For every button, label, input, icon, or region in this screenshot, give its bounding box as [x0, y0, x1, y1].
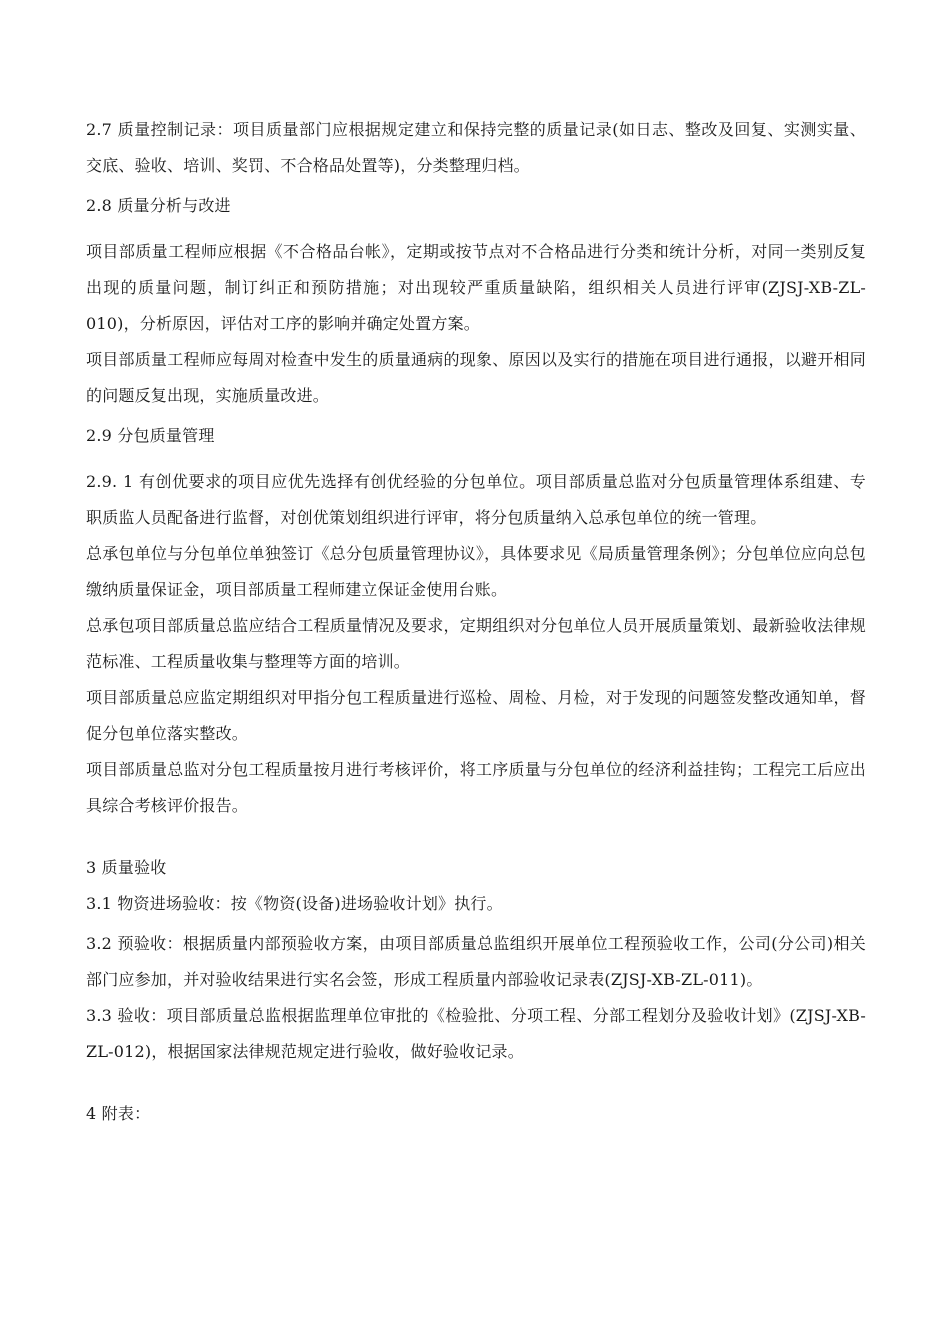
section-3-heading: 3 质量验收: [86, 858, 167, 877]
section-3-1-paragraph: 3.1 物资进场验收：按《物资(设备)进场验收计划》执行。: [86, 894, 503, 913]
section-4-heading: 4 附表：: [86, 1104, 151, 1123]
section-2-7-paragraph: 2.7 质量控制记录：项目质量部门应根据规定建立和保持完整的质量记录(如日志、整改及回复、实测实量、交底、验收、培训、奖罚、不合格品处置等)，分类整理归档。: [86, 120, 866, 175]
section-2-8-paragraph-2: 项目部质量工程师应每周对检查中发生的质量通病的现象、原因以及实行的措施在项目进行通报，以避开相同的问题反复出现，实施质量改进。: [86, 350, 866, 405]
section-2-9-paragraph-3: 总承包项目部质量总监应结合工程质量情况及要求，定期组织对分包单位人员开展质量策划、最新验收法律规范标准、工程质量收集与整理等方面的培训。: [86, 616, 866, 671]
section-3-3-paragraph: 3.3 验收：项目部质量总监根据监理单位审批的《检验批、分项工程、分部工程划分及验收计划》(ZJSJ-XB-ZL-012)，根据国家法律规范规定进行验收，做好验收记录。: [86, 1006, 866, 1061]
section-2-9-paragraph-5: 项目部质量总监对分包工程质量按月进行考核评价，将工序质量与分包单位的经济利益挂钩；工程完工后应出具综合考核评价报告。: [86, 760, 866, 815]
section-2-8-heading: 2.8 质量分析与改进: [86, 196, 231, 215]
document-page: [86, 112, 866, 1132]
section-2-9-heading: 2.9 分包质量管理: [86, 426, 215, 445]
section-2-9-paragraph-4: 项目部质量总应监定期组织对甲指分包工程质量进行巡检、周检、月检，对于发现的问题签发整改通知单，督促分包单位落实整改。: [86, 688, 866, 743]
section-3-2-paragraph: 3.2 预验收：根据质量内部预验收方案，由项目部质量总监组织开展单位工程预验收工作，公司(分公司)相关部门应参加，并对验收结果进行实名会签，形成工程质量内部验收记录表(ZJSJ-XB-ZL-011)。: [86, 934, 866, 989]
section-2-9-paragraph-2: 总承包单位与分包单位单独签订《总分包质量管理协议》，具体要求见《局质量管理条例》；分包单位应向总包缴纳质量保证金，项目部质量工程师建立保证金使用台账。: [86, 544, 866, 599]
section-2-9-paragraph-1: 2.9. 1 有创优要求的项目应优先选择有创优经验的分包单位。项目部质量总监对分包质量管理体系组建、专职质监人员配备进行监督，对创优策划组织进行评审，将分包质量纳入总承包单位的统一管理。: [86, 472, 866, 527]
section-2-8-paragraph-1: 项目部质量工程师应根据《不合格品台帐》，定期或按节点对不合格品进行分类和统计分析，对同一类别反复出现的质量问题，制订纠正和预防措施；对出现较严重质量缺陷，组织相关人员进行评审(ZJSJ-XB-ZL-010)，分析原因，评估对工序的影响并确定处置方案。: [86, 242, 866, 333]
